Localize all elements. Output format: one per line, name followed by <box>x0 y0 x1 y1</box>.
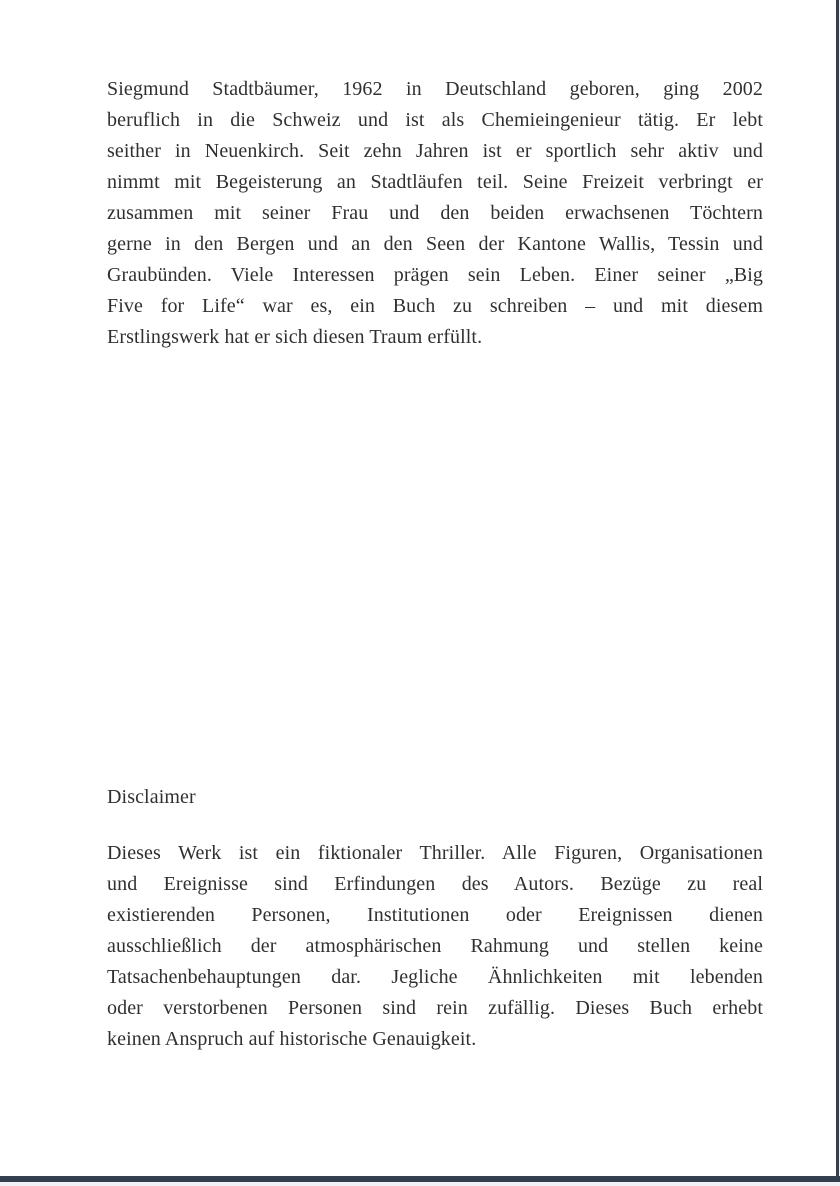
text-line: seither in Neuenkirch. Seit zehn Jahren ist er sportlich sehr aktiv und <box>107 140 763 162</box>
author-bio-paragraph <box>107 74 763 353</box>
text-line: oder verstorbenen Personen sind rein zufällig. Dieses Buch erhebt <box>107 997 763 1019</box>
text-line: keinen Anspruch auf historische Genauigkeit. <box>107 1028 477 1050</box>
window-bottom-border <box>0 1176 840 1182</box>
text-line: Erstlingswerk hat er sich diesen Traum erfüllt. <box>107 326 483 348</box>
text-line: Siegmund Stadtbäumer, 1962 in Deutschland geboren, ging 2002 <box>107 78 763 100</box>
text-line: und Ereignisse sind Erfindungen des Autors. Bezüge zu real <box>107 873 763 895</box>
text-line: nimmt mit Begeisterung an Stadtläufen teil. Seine Freizeit verbringt er <box>107 171 763 193</box>
text-line: gerne in den Bergen und an den Seen der Kantone Wallis, Tessin und <box>107 233 763 255</box>
text-line: Five for Life“ war es, ein Buch zu schreiben – und mit diesem <box>107 295 763 317</box>
text-line: zusammen mit seiner Frau und den beiden erwachsenen Töchtern <box>107 202 763 224</box>
text-line: beruflich in die Schweiz und ist als Chemieingenieur tätig. Er lebt <box>107 109 763 131</box>
disclaimer-paragraph <box>107 838 763 1055</box>
window-bottom-edge-highlight <box>0 1182 840 1186</box>
text-line: ausschließlich der atmosphärischen Rahmung und stellen keine <box>107 935 763 957</box>
text-line: existierenden Personen, Institutionen oder Ereignissen dienen <box>107 904 763 926</box>
text-line: Tatsachenbehauptungen dar. Jegliche Ähnlichkeiten mit lebenden <box>107 966 763 988</box>
disclaimer-heading: Disclaimer <box>107 786 196 808</box>
text-line: Graubünden. Viele Interessen prägen sein Leben. Einer seiner „Big <box>107 264 763 286</box>
window-right-border <box>836 0 839 1182</box>
text-line: Dieses Werk ist ein fiktionaler Thriller. Alle Figuren, Organisationen <box>107 842 763 864</box>
